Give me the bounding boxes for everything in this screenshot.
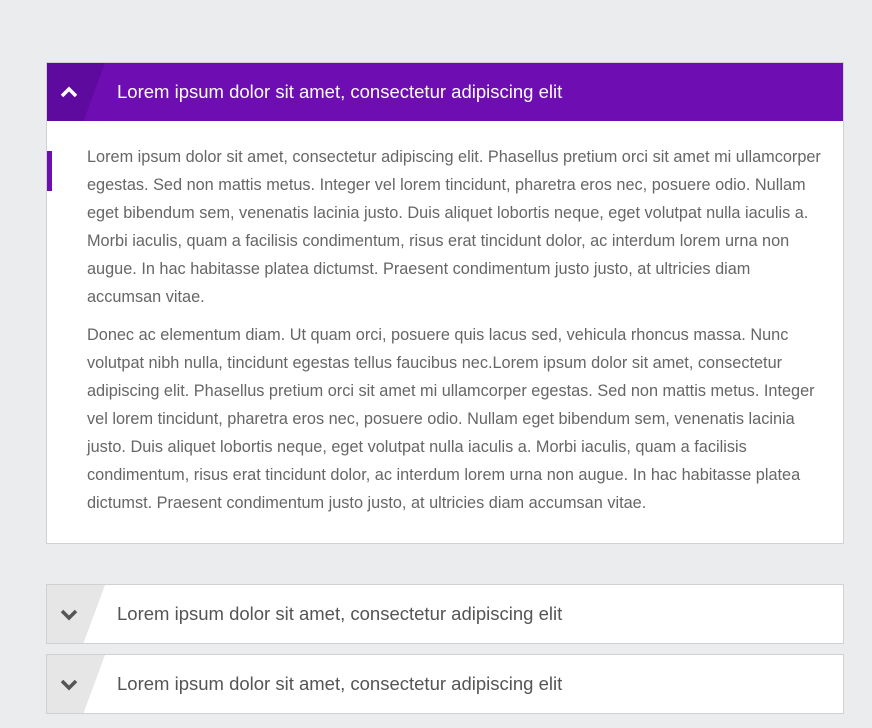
toggle-icon-box[interactable] (47, 63, 105, 121)
accordion-header-1[interactable] (47, 63, 843, 121)
panel-paragraph: Lorem ipsum dolor sit amet, consectetur adipiscing elit. Phasellus pretium orci sit amet mi ullamcorper egestas. Sed non mattis metus. Integer vel lorem tincidunt, pharetra eros nec, posuere odio. Nullam eget bibendum sem, venenatis lacinia justo. Duis aliquet lobortis neque, eget volutpat nulla iaculis a. Morbi iaculis, quam a facilisis condimentum, risus erat tincidunt dolor, ac interdum lorem urna non augue. In hac habitasse platea dictumst. Praesent condimentum justo justo, at ultricies diam accumsan vitae. (87, 148, 821, 306)
panel-paragraph: Donec ac elementum diam. Ut quam orci, posuere quis lacus sed, vehicula rhoncus massa. Nunc volutpat nibh nulla, tincidunt egestas tellus faucibus nec.Lorem ipsum dolor sit amet, consectetur adipiscing elit. Phasellus pretium orci sit amet mi ullamcorper egestas. Sed non mattis metus. Integer vel lorem tincidunt, pharetra eros nec, posuere odio. Nullam eget bibendum sem, venenatis lacinia justo. Duis aliquet lobortis neque, eget volutpat nulla iaculis a. Morbi iaculis, quam a facilisis condimentum, risus erat tincidunt dolor, ac interdum lorem urna non augue. In hac habitasse platea dictumst. Praesent condimentum justo justo, at ultricies diam accumsan vitae. (87, 326, 815, 512)
accordion-title: Lorem ipsum dolor sit amet, consectetur adipiscing elit (117, 603, 563, 624)
accordion (46, 62, 844, 544)
accordion-item-1 (46, 62, 844, 544)
chevron-down-icon (59, 604, 79, 624)
chevron-up-icon (59, 82, 79, 102)
chevron-down-icon (59, 674, 79, 694)
accordion-panel-1 (47, 121, 843, 543)
accordion-title: Lorem ipsum dolor sit amet, consectetur adipiscing elit (117, 673, 563, 694)
accordion-item-2 (46, 584, 844, 644)
accordion-header-3[interactable] (47, 655, 843, 713)
toggle-icon-box[interactable] (47, 585, 105, 643)
accordion-item-2-wrap (46, 584, 844, 644)
accordion-header-2[interactable] (47, 585, 843, 643)
accordion-item-3 (46, 654, 844, 714)
active-marker (47, 151, 52, 191)
accordion-item-3-wrap (46, 654, 844, 714)
toggle-icon-box[interactable] (47, 655, 105, 713)
accordion-title: Lorem ipsum dolor sit amet, consectetur adipiscing elit (117, 81, 563, 102)
